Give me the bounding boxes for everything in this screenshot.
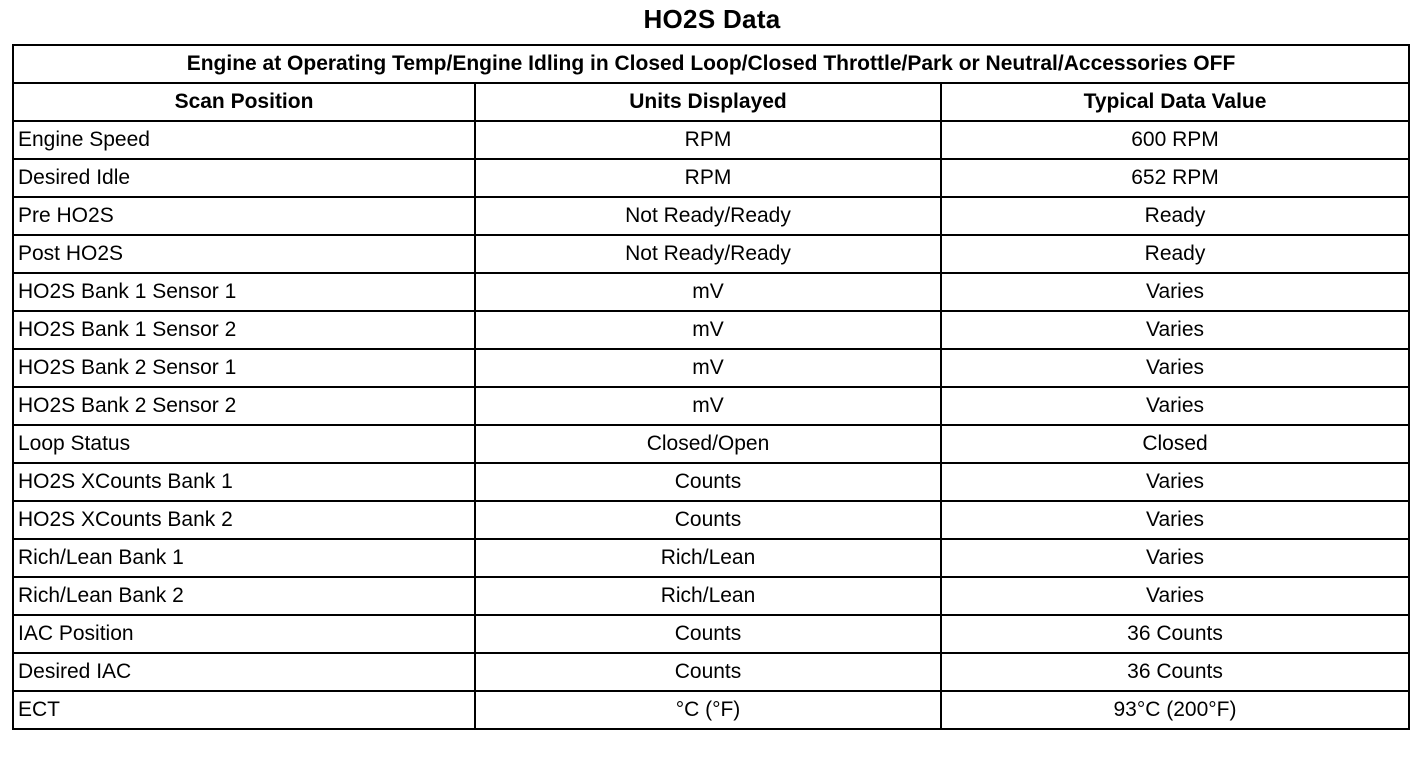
units-displayed-cell: RPM [475, 121, 941, 159]
units-displayed-cell: RPM [475, 159, 941, 197]
table-row [13, 539, 1409, 577]
typical-value-cell: Varies [941, 501, 1409, 539]
table-row [13, 311, 1409, 349]
units-displayed-cell: Counts [475, 463, 941, 501]
units-displayed-cell: Counts [475, 615, 941, 653]
scan-position-cell: Rich/Lean Bank 2 [13, 577, 475, 615]
scan-position-cell: HO2S Bank 1 Sensor 2 [13, 311, 475, 349]
table-row [13, 653, 1409, 691]
typical-value-cell: Varies [941, 577, 1409, 615]
typical-value-cell: 652 RPM [941, 159, 1409, 197]
units-displayed-cell: mV [475, 311, 941, 349]
scan-position-cell: HO2S Bank 2 Sensor 2 [13, 387, 475, 425]
ho2s-data-table [12, 44, 1410, 730]
units-displayed-cell: Not Ready/Ready [475, 197, 941, 235]
scan-position-cell: IAC Position [13, 615, 475, 653]
column-header-typical-data-value: Typical Data Value [941, 83, 1409, 121]
table-row [13, 691, 1409, 729]
scan-position-cell: Rich/Lean Bank 1 [13, 539, 475, 577]
typical-value-cell: Varies [941, 539, 1409, 577]
units-displayed-cell: Not Ready/Ready [475, 235, 941, 273]
scan-position-cell: HO2S Bank 1 Sensor 1 [13, 273, 475, 311]
scan-position-cell: HO2S XCounts Bank 1 [13, 463, 475, 501]
typical-value-cell: 36 Counts [941, 653, 1409, 691]
typical-value-cell: Ready [941, 197, 1409, 235]
table-row [13, 501, 1409, 539]
table-row [13, 387, 1409, 425]
page-title: HO2S Data [643, 4, 781, 34]
units-displayed-cell: Closed/Open [475, 425, 941, 463]
scan-position-cell: Pre HO2S [13, 197, 475, 235]
typical-value-cell: Closed [941, 425, 1409, 463]
table-row [13, 349, 1409, 387]
table-row [13, 463, 1409, 501]
table-body [13, 121, 1409, 729]
table-row [13, 425, 1409, 463]
conditions-caption: Engine at Operating Temp/Engine Idling in Closed Loop/Closed Throttle/Park or Neutral/Accessories OFF [13, 45, 1409, 83]
table-row [13, 273, 1409, 311]
header-row [13, 83, 1409, 121]
scan-position-cell: ECT [13, 691, 475, 729]
typical-value-cell: Varies [941, 463, 1409, 501]
units-displayed-cell: mV [475, 273, 941, 311]
units-displayed-cell: mV [475, 387, 941, 425]
table-row [13, 121, 1409, 159]
units-displayed-cell: °C (°F) [475, 691, 941, 729]
typical-value-cell: 600 RPM [941, 121, 1409, 159]
scan-position-cell: HO2S XCounts Bank 2 [13, 501, 475, 539]
typical-value-cell: Varies [941, 349, 1409, 387]
typical-value-cell: Varies [941, 387, 1409, 425]
typical-value-cell: 36 Counts [941, 615, 1409, 653]
scan-position-cell: Post HO2S [13, 235, 475, 273]
column-header-units-displayed: Units Displayed [475, 83, 941, 121]
units-displayed-cell: mV [475, 349, 941, 387]
table-row [13, 197, 1409, 235]
scan-position-cell: Desired IAC [13, 653, 475, 691]
units-displayed-cell: Counts [475, 501, 941, 539]
column-header-scan-position: Scan Position [13, 83, 475, 121]
scan-position-cell: Desired Idle [13, 159, 475, 197]
scan-position-cell: Engine Speed [13, 121, 475, 159]
table-row [13, 235, 1409, 273]
typical-value-cell: 93°C (200°F) [941, 691, 1409, 729]
typical-value-cell: Varies [941, 273, 1409, 311]
units-displayed-cell: Rich/Lean [475, 577, 941, 615]
table-row [13, 615, 1409, 653]
table-row [13, 159, 1409, 197]
scan-position-cell: HO2S Bank 2 Sensor 1 [13, 349, 475, 387]
typical-value-cell: Varies [941, 311, 1409, 349]
conditions-row [13, 45, 1409, 83]
units-displayed-cell: Counts [475, 653, 941, 691]
scan-position-cell: Loop Status [13, 425, 475, 463]
table-row [13, 577, 1409, 615]
units-displayed-cell: Rich/Lean [475, 539, 941, 577]
typical-value-cell: Ready [941, 235, 1409, 273]
